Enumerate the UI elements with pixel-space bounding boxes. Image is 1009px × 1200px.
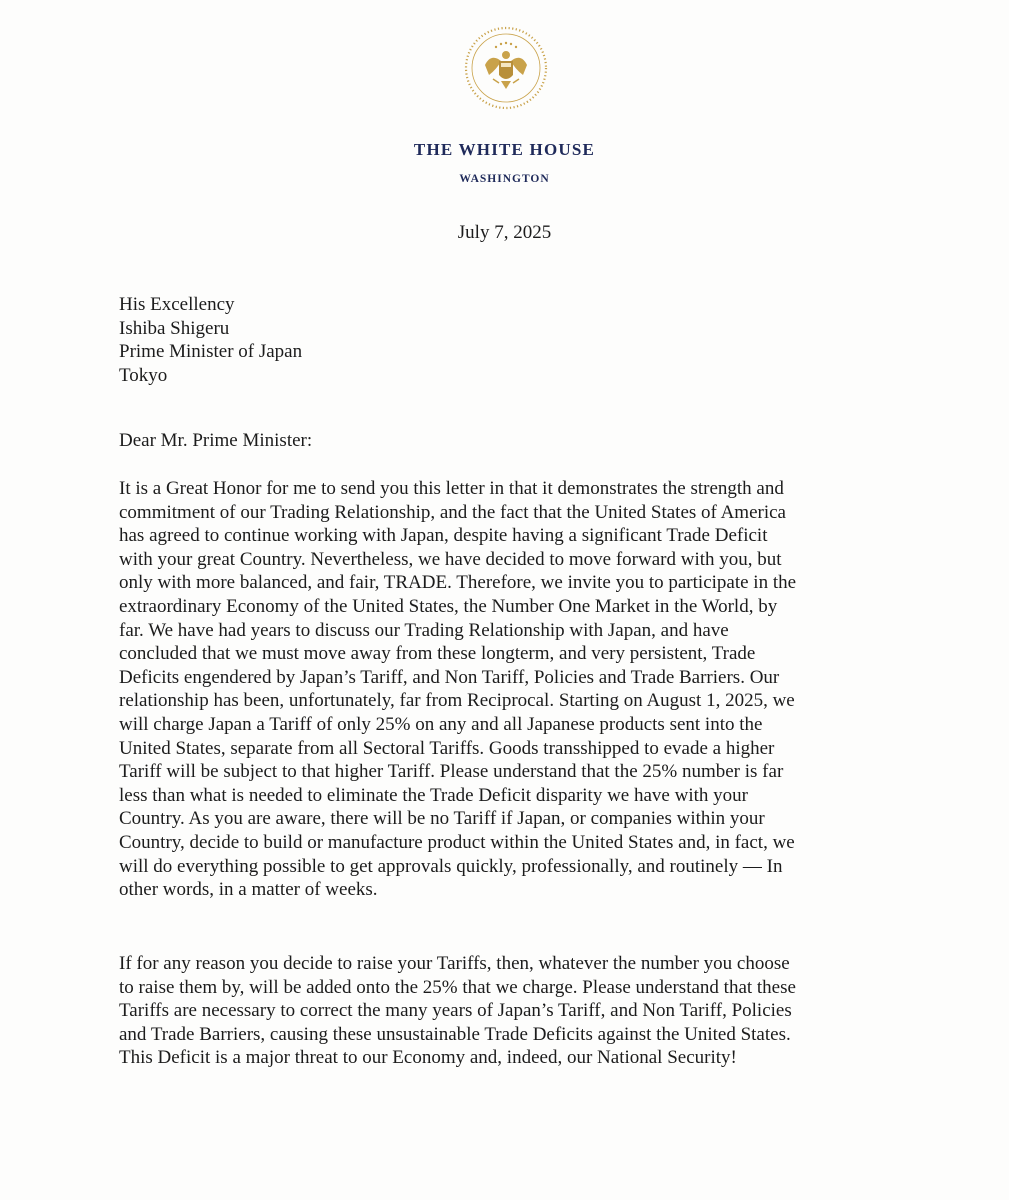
text-line: other words, in a matter of weeks. (119, 879, 378, 901)
text-line: It is a Great Honor for me to send you this letter in that it demonstrates the strength and (119, 478, 784, 499)
text-line: Country. As you are aware, there will be no Tariff if Japan, or companies within your (119, 808, 765, 830)
text-line: commitment of our Trading Relationship, and the fact that the United States of America (119, 501, 786, 523)
body-paragraph-2 (119, 952, 879, 1070)
body-paragraph-1 (119, 477, 879, 902)
text-line: United States, separate from all Sectoral Tariffs. Goods transshipped to evade a higher (119, 737, 775, 759)
text-line: to raise them by, will be added onto the 25% that we charge. Please understand that these (119, 976, 796, 998)
text-line: and Trade Barriers, causing these unsustainable Trade Deficits against the United States. (119, 1023, 791, 1045)
recipient-line: Ishiba Shigeru (119, 317, 230, 339)
text-line: will charge Japan a Tariff of only 25% on any and all Japanese products sent into the (119, 713, 763, 735)
text-line: will do everything possible to get approvals quickly, professionally, and routinely — In (119, 855, 783, 877)
presidential-seal-icon (463, 25, 549, 111)
text-line: only with more balanced, and fair, TRADE. Therefore, we invite you to participate in the (119, 572, 797, 594)
recipient-line: Prime Minister of Japan (119, 341, 303, 362)
text-line: relationship has been, unfortunately, far from Reciprocal. Starting on August 1, 2025, we (119, 690, 795, 712)
text-line: extraordinary Economy of the United States, the Number One Market in the World, by (119, 595, 778, 617)
text-line: This Deficit is a major threat to our Economy and, indeed, our National Security! (119, 1047, 737, 1069)
text-line: concluded that we must move away from these longterm, and very persistent, Trade (119, 643, 756, 665)
recipient-line: His Excellency (119, 294, 235, 315)
salutation: Dear Mr. Prime Minister: (119, 430, 313, 451)
text-line: with your great Country. Nevertheless, we have decided to move forward with you, but (119, 548, 782, 570)
text-line: Country, decide to build or manufacture product within the United States and, in fact, we (119, 831, 795, 853)
text-line: If for any reason you decide to raise your Tariffs, then, whatever the number you choose (119, 953, 790, 974)
recipient-line: Tokyo (119, 364, 168, 386)
text-line: Tariff will be subject to that higher Tariff. Please understand that the 25% number is far (119, 761, 784, 783)
text-line: less than what is needed to eliminate the Trade Deficit disparity we have with your (119, 784, 748, 806)
text-line: Deficits engendered by Japan’s Tariff, and Non Tariff, Policies and Trade Barriers. Our (119, 666, 780, 688)
text-line: far. We have had years to discuss our Trading Relationship with Japan, and have (119, 619, 729, 641)
letterhead-subtitle: WASHINGTON (459, 173, 550, 185)
text-line: has agreed to continue working with Japan, despite having a significant Trade Deficit (119, 525, 768, 547)
text-line: Tariffs are necessary to correct the many years of Japan’s Tariff, and Non Tariff, Policies (119, 1000, 792, 1022)
letter-date: July 7, 2025 (457, 222, 552, 243)
recipient-address (119, 293, 302, 387)
letterhead-title: THE WHITE HOUSE (413, 140, 596, 159)
